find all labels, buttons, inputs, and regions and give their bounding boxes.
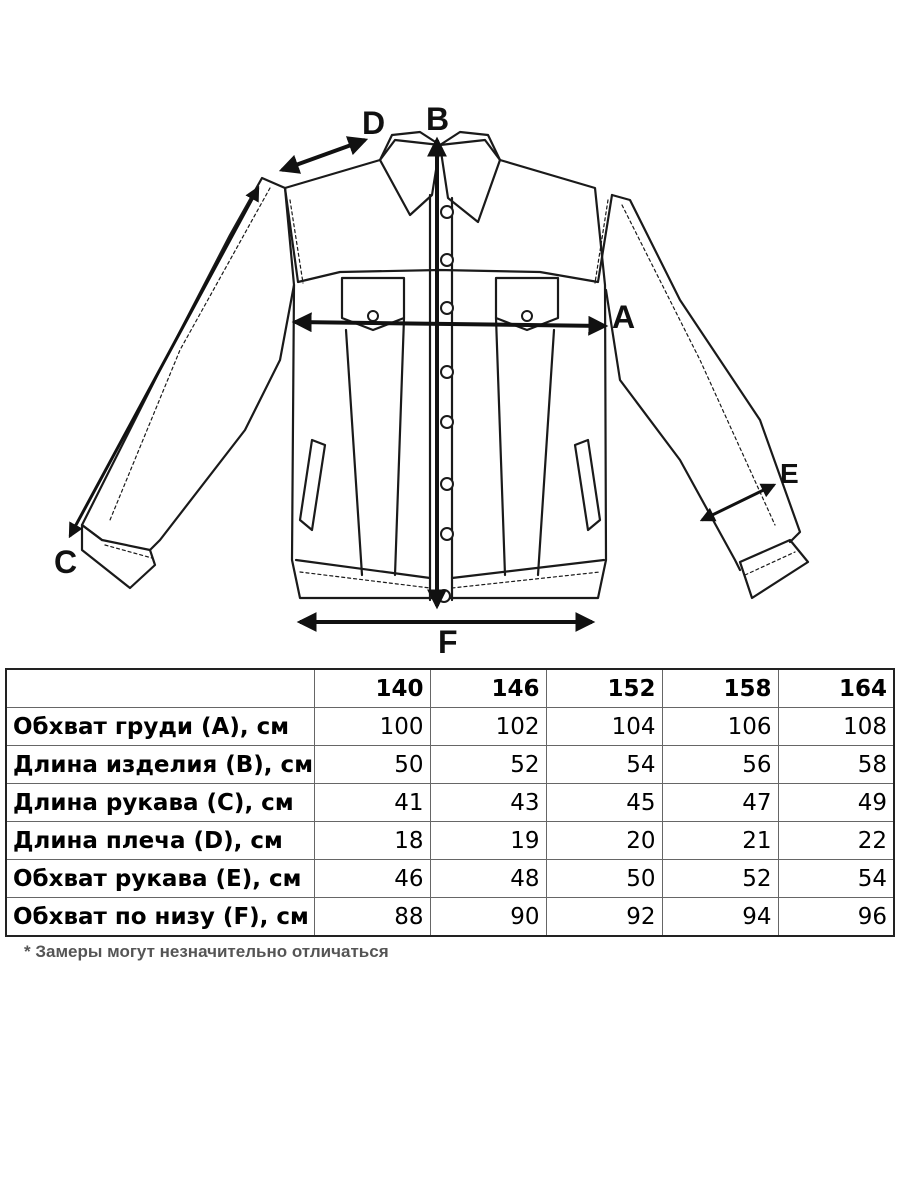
table-row <box>6 898 894 937</box>
table-cell: 56 <box>662 746 778 784</box>
size-chart-table <box>5 668 895 937</box>
table-cell: 46 <box>314 860 430 898</box>
button-icon <box>438 590 450 602</box>
table-row <box>6 822 894 860</box>
arrow-e <box>702 485 774 520</box>
table-cell: 20 <box>546 822 662 860</box>
measurement-labels <box>54 101 799 660</box>
table-cell: 21 <box>662 822 778 860</box>
label-f: F <box>438 624 458 660</box>
table-cell: 50 <box>546 860 662 898</box>
button-icon <box>441 478 453 490</box>
row-label: Длина плеча (D), см <box>6 822 314 860</box>
table-cell: 19 <box>430 822 546 860</box>
table-header-row <box>6 669 894 708</box>
arrow-a <box>295 322 605 326</box>
table-cell: 52 <box>430 746 546 784</box>
table-cell: 100 <box>314 708 430 746</box>
header-cell-size: 140 <box>314 669 430 708</box>
row-label: Обхват по низу (F), см <box>6 898 314 937</box>
table-cell: 47 <box>662 784 778 822</box>
label-d: D <box>362 105 386 141</box>
button-icon <box>441 528 453 540</box>
label-a: A <box>612 299 636 335</box>
row-label: Длина рукава (C), см <box>6 784 314 822</box>
row-label: Обхват груди (A), см <box>6 708 314 746</box>
measurement-arrows <box>70 140 774 622</box>
pocket-button-icon <box>522 311 532 321</box>
table-cell: 90 <box>430 898 546 937</box>
table-cell: 49 <box>778 784 894 822</box>
table-cell: 102 <box>430 708 546 746</box>
buttons <box>368 206 532 602</box>
pocket-button-icon <box>368 311 378 321</box>
table-cell: 54 <box>546 746 662 784</box>
table-cell: 52 <box>662 860 778 898</box>
header-cell-size: 152 <box>546 669 662 708</box>
table-cell: 45 <box>546 784 662 822</box>
table-cell: 41 <box>314 784 430 822</box>
table-cell: 18 <box>314 822 430 860</box>
footnote: * Замеры могут незначительно отличаться <box>24 942 389 961</box>
table-cell: 94 <box>662 898 778 937</box>
table-cell: 48 <box>430 860 546 898</box>
table-cell: 54 <box>778 860 894 898</box>
header-cell-size: 164 <box>778 669 894 708</box>
table-cell: 43 <box>430 784 546 822</box>
button-icon <box>441 302 453 314</box>
table-cell: 22 <box>778 822 894 860</box>
label-e: E <box>780 458 799 489</box>
header-cell-size: 146 <box>430 669 546 708</box>
table-cell: 106 <box>662 708 778 746</box>
table-cell: 58 <box>778 746 894 784</box>
label-c: C <box>54 544 78 580</box>
table-row <box>6 746 894 784</box>
row-label: Длина изделия (B), см <box>6 746 314 784</box>
table-row <box>6 860 894 898</box>
table-cell: 92 <box>546 898 662 937</box>
button-icon <box>441 416 453 428</box>
button-icon <box>441 254 453 266</box>
header-cell-size: 158 <box>662 669 778 708</box>
table-row <box>6 708 894 746</box>
button-icon <box>441 366 453 378</box>
table-cell: 96 <box>778 898 894 937</box>
table-cell: 50 <box>314 746 430 784</box>
table-cell: 88 <box>314 898 430 937</box>
table-cell: 108 <box>778 708 894 746</box>
arrow-c <box>70 188 258 536</box>
button-icon <box>441 206 453 218</box>
header-cell <box>6 669 314 708</box>
arrow-d <box>282 140 365 170</box>
table-row <box>6 784 894 822</box>
table-cell: 104 <box>546 708 662 746</box>
row-label: Обхват рукава (E), см <box>6 860 314 898</box>
label-b: B <box>426 101 450 137</box>
